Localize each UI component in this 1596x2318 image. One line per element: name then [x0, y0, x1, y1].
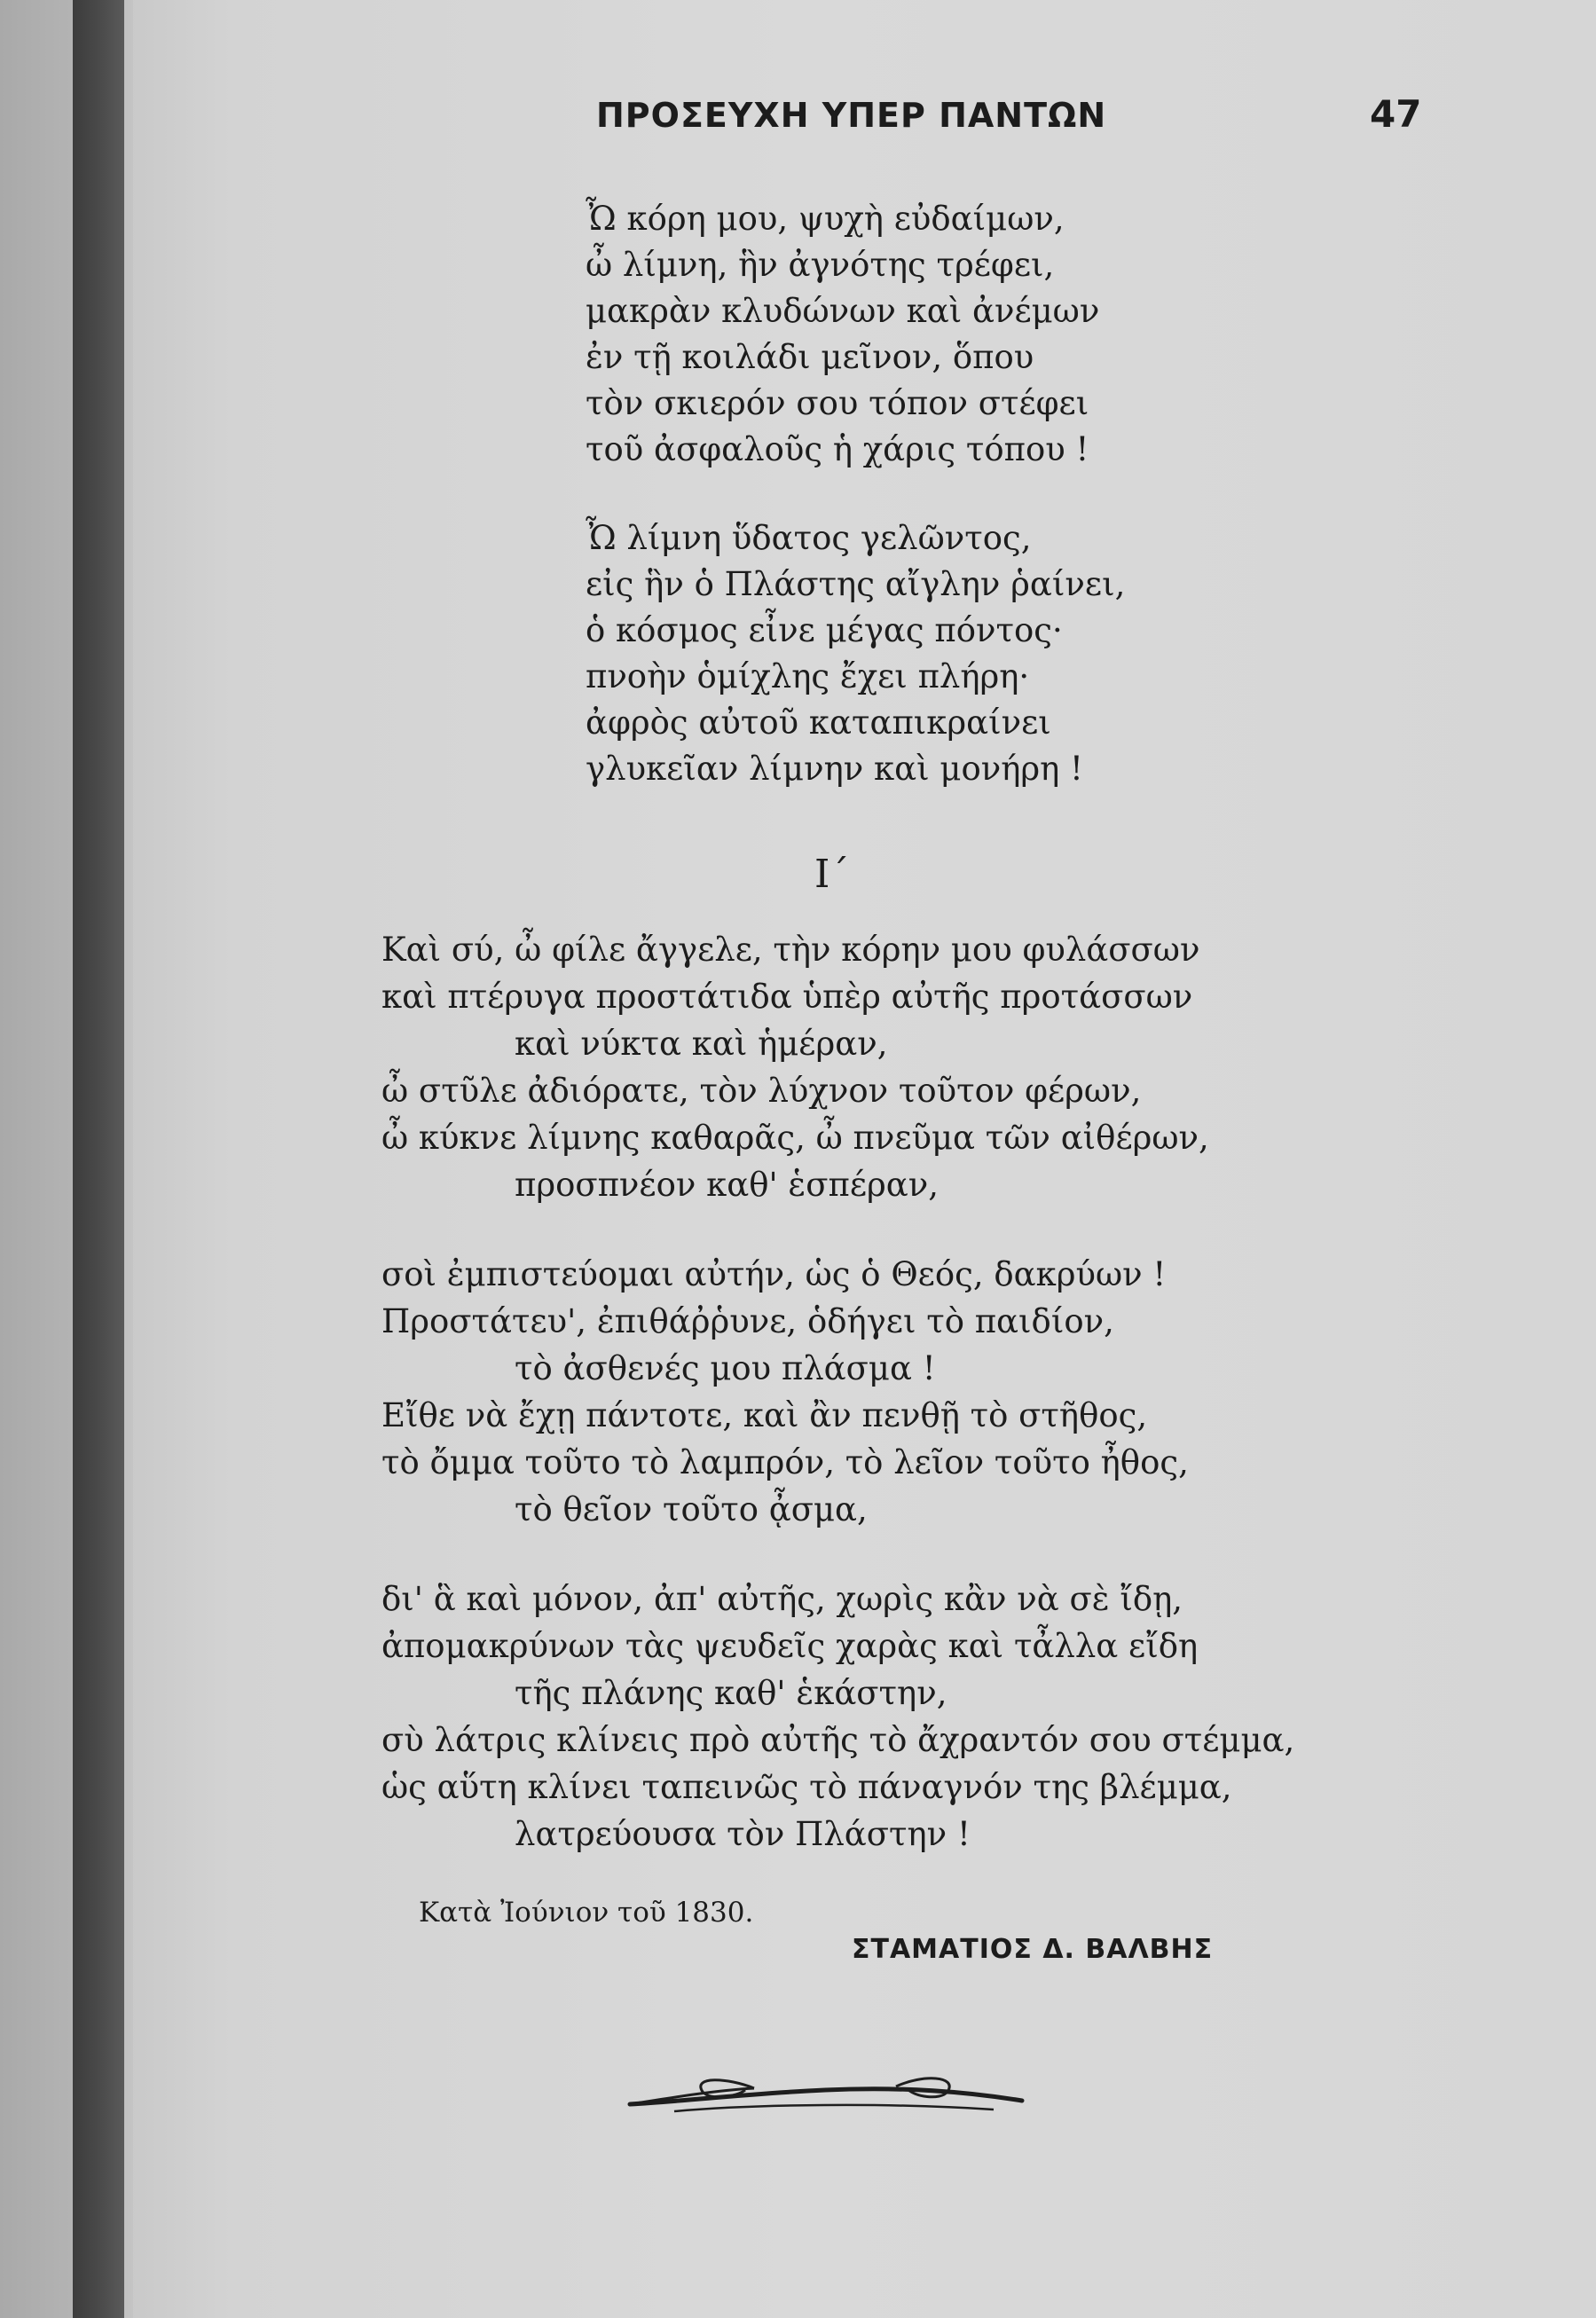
author-signature: ΣΤΑΜΑΤΙΟΣ Δ. ΒΑΛΒΗΣ — [852, 1934, 1214, 1965]
poem-line: ὦ στῦλε ἀδιόρατε, τὸν λύχνον τοῦτον φέρων, — [381, 1072, 1142, 1110]
poem-line: Εἴθε νὰ ἔχῃ πάντοτε, καὶ ἂν πενθῇ τὸ στῆθος, — [381, 1396, 1148, 1434]
poem-line: Καὶ σύ, ὦ φίλε ἄγγελε, τὴν κόρην μου φυλάσσων — [381, 931, 1200, 969]
poem-line: μακρὰν κλυδώνων καὶ ἀνέμων — [586, 292, 1100, 330]
poem-line: ἀφρὸς αὐτοῦ καταπικραίνει — [586, 703, 1051, 742]
ornament-flourish — [621, 2058, 1029, 2129]
poem-line: γλυκεῖαν λίμνην καὶ μονήρη ! — [586, 750, 1083, 788]
poem-line: τοῦ ἀσφαλοῦς ἡ χάρις τόπου ! — [586, 430, 1089, 468]
poem-line: τὸ θεῖον τοῦτο ᾆσμα, — [515, 1490, 868, 1528]
poem-line: ὦ κύκνε λίμνης καθαρᾶς, ὦ πνεῦμα τῶν αἰθέρων, — [381, 1119, 1209, 1157]
running-header: ΠΡΟΣΕΥΧΗ ΥΠΕΡ ΠΑΝΤΩΝ — [596, 96, 1107, 135]
poem-line: καὶ νύκτα καὶ ἡμέραν, — [515, 1025, 888, 1063]
poem-line: τῆς πλάνης καθ' ἑκάστην, — [515, 1674, 947, 1712]
poem-line: σοὶ ἐμπιστεύομαι αὐτήν, ὡς ὁ Θεός, δακρύων ! — [381, 1255, 1167, 1293]
poem-line: Προστάτευ', ἐπιθάῤῥυνε, ὁδήγει τὸ παιδίον, — [381, 1302, 1114, 1340]
poem-line: εἰς ἣν ὁ Πλάστης αἴγλην ῥαίνει, — [586, 565, 1126, 603]
poem-line: σὺ λάτρις κλίνεις πρὸ αὐτῆς τὸ ἄχραντόν σου στέμμα, — [381, 1721, 1295, 1759]
poem-line: λατρεύουσα τὸν Πλάστην ! — [515, 1815, 971, 1853]
poem-line: Ὦ κόρη μου, ψυχὴ εὐδαίμων, — [586, 200, 1065, 238]
poem-line: ὁ κόσμος εἶνε μέγας πόντος· — [586, 611, 1063, 649]
poem-line: πνοὴν ὁμίχλης ἔχει πλήρη· — [586, 657, 1030, 695]
poem-line: Ὦ λίμνη ὕδατος γελῶντος, — [586, 519, 1032, 557]
poem-line: τὸν σκιερόν σου τόπον στέφει — [586, 384, 1089, 422]
poem-line: ἐν τῇ κοιλάδι μεῖνον, ὅπου — [586, 338, 1034, 376]
poem-line: δι' ἃ καὶ μόνον, ἀπ' αὐτῆς, χωρὶς κἂν νὰ σὲ ἴδῃ, — [381, 1580, 1183, 1618]
book-spine-bar — [73, 0, 124, 2318]
section-numeral: Ι΄ — [814, 852, 850, 897]
date-line: Κατὰ Ἰούνιον τοῦ 1830. — [419, 1897, 754, 1929]
poem-line: καὶ πτέρυγα προστάτιδα ὑπὲρ αὐτῆς προτάσσων — [381, 978, 1193, 1016]
poem-line: ὡς αὕτη κλίνει ταπεινῶς τὸ πάναγνόν της βλέμμα, — [381, 1768, 1232, 1806]
page-number: 47 — [1370, 92, 1422, 136]
poem-line: τὸ ὄμμα τοῦτο τὸ λαμπρόν, τὸ λεῖον τοῦτο ἦθος, — [381, 1443, 1189, 1481]
poem-line: τὸ ἀσθενές μου πλάσμα ! — [515, 1349, 936, 1387]
poem-line: ἀπομακρύνων τὰς ψευδεῖς χαρὰς καὶ τἆλλα εἴδη — [381, 1627, 1199, 1665]
poem-line: προσπνέον καθ' ἑσπέραν, — [515, 1166, 940, 1204]
poem-line: ὦ λίμνη, ἣν ἀγνότης τρέφει, — [586, 246, 1055, 284]
